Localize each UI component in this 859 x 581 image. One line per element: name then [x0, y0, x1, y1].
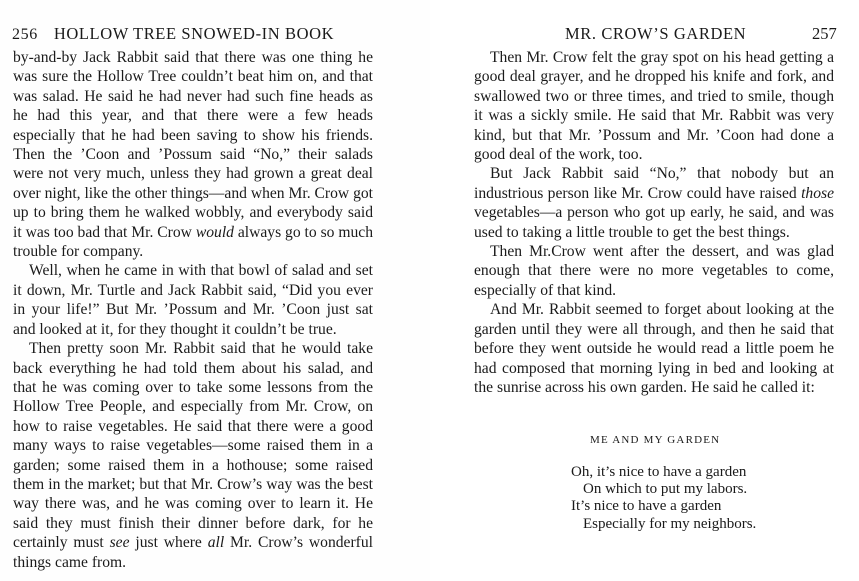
right-page-number: 257	[812, 24, 837, 43]
poem-title: ME AND MY GARDEN	[590, 434, 721, 446]
poem-line: It’s nice to have a garden	[571, 498, 722, 515]
text-run: by-and-by Jack Rabbit said that there was one thing he was sure the Hollow Tree couldn’t beat him on, and that was salad. He said he had never had such fine heads as he had this year, and that there were a few heads especially that he had been saving to show his friends. Then the ’Coon and ’Possum said “No,” their salads were not very much, unless they had grown a great deal over night, like the other things—and when Mr. Crow got up to bring them he walked wobbly, and everybody said it was too bad that Mr. Crow	[13, 49, 373, 241]
text-run: Well, when he came in with that bowl of salad and set it down, Mr. Turtle and Jack Rabbit said, “Did you ever in your life!” But Mr. ’Possum and Mr. ’Coon just sat and looked at it, for they thought it couldn’t be true.	[13, 262, 373, 338]
text-run: Then Mr.Crow went after the dessert, and was glad enough that there were no more vegetables to come, especially of that kind.	[474, 243, 834, 299]
poem	[571, 464, 756, 533]
left-page-number: 256	[12, 26, 38, 43]
paragraph	[474, 300, 834, 397]
italic-text: see	[109, 534, 130, 552]
poem-line: Especially for my neighbors.	[583, 515, 757, 532]
paragraph	[474, 48, 834, 164]
paragraph	[13, 48, 373, 261]
text-run: just where	[129, 534, 208, 552]
text-run: And Mr. Rabbit seemed to forget about looking at the garden until they were all through, and then he said that before they went outside he would read a little poem he had composed that morning lying in bed and looking at the sunrise across his own garden. He said he called it:	[474, 301, 834, 396]
left-running-title: HOLLOW TREE SNOWED-IN BOOK	[53, 24, 335, 43]
left-running-head	[12, 24, 372, 44]
text-run: But Jack Rabbit said “No,” that nobody but an industrious person like Mr. Crow could have raised	[474, 165, 834, 202]
text-run: Then Mr. Crow felt the gray spot on his head getting a good deal grayer, and he dropped his knife and fork, and swallowed two or three times, and tried to smile, though it was a sickly smile. He said that Mr. Rabbit was very kind, but that Mr. ’Possum and Mr. ’Coon had done a good deal of the work, too.	[474, 49, 834, 164]
italic-text: those	[801, 184, 834, 202]
text-run: always go to so much trouble for company.	[13, 223, 374, 261]
paragraph	[13, 261, 373, 339]
poem-line: Oh, it’s nice to have a garden	[571, 464, 747, 480]
poem-line: On which to put my labors.	[583, 481, 748, 498]
paragraph	[13, 339, 373, 572]
right-page-body	[474, 48, 834, 397]
italic-text: all	[207, 534, 225, 552]
paragraph	[474, 242, 834, 300]
italic-text: would	[195, 223, 234, 241]
left-page-body	[13, 48, 373, 572]
paragraph	[474, 164, 834, 242]
text-run: vegetables—a person who got up early, he said, and was used to taking a little trouble to get the best things.	[474, 204, 834, 241]
text-run: Mr. Crow’s wonderful things came from.	[13, 534, 373, 571]
text-run: Then pretty soon Mr. Rabbit said that he would take back everything he had told them about his salad, and that he was coming over to take some lessons from the Hollow Tree People, and especially from Mr. Crow, on how to raise vegetables. He said that there were a good many ways to raise vegetables—some raised them in a garden; some raised them in a hothouse; some raised them in the market; but that Mr. Crow’s way was the best way there was, and he was coming over to learn it. He said they must finish their dinner before dark, for he certainly must	[13, 340, 373, 552]
right-running-title: MR. CROW’S GARDEN	[565, 24, 747, 43]
